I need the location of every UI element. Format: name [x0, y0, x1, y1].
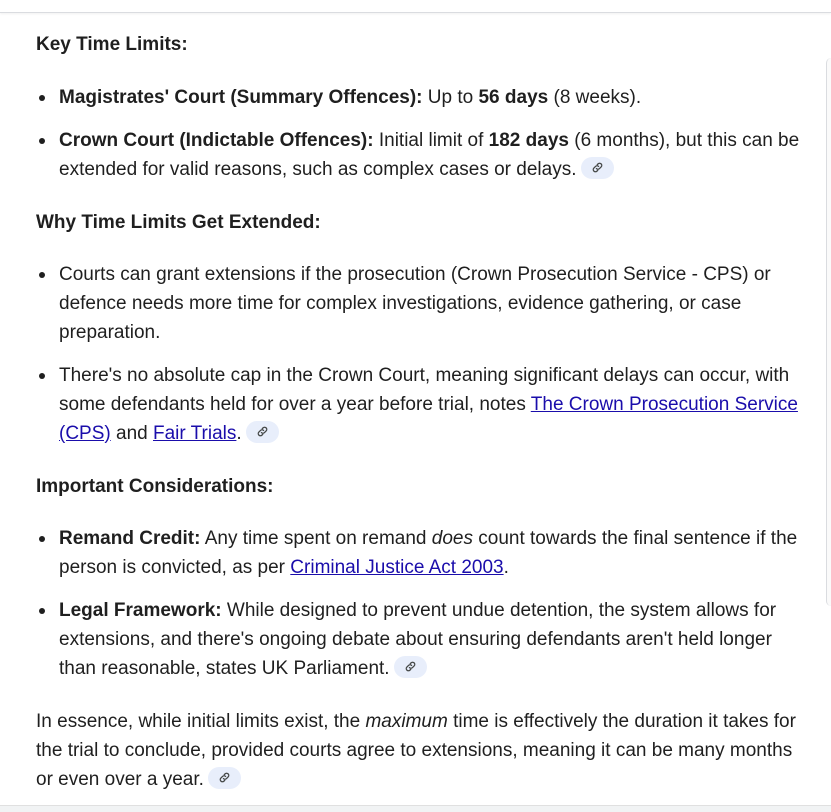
summary-emphasis: maximum — [365, 711, 448, 732]
top-divider — [0, 0, 831, 13]
item-text: (6 months), but this can be extended for valid reasons, such as complex cases or delays. — [59, 130, 800, 180]
list-item — [36, 126, 806, 184]
citation-chip[interactable] — [208, 767, 241, 789]
link-criminal-justice-act[interactable]: Criminal Justice Act 2003 — [290, 557, 504, 578]
summary-text: In essence, while initial limits exist, the — [36, 711, 366, 732]
heading-key-time-limits: Key Time Limits: — [36, 34, 188, 55]
item-text: Up to — [422, 87, 479, 108]
citation-chip[interactable] — [394, 656, 427, 678]
item-text: While designed to prevent undue detention, the system allows for extensions, and there's ongoing debate about ensuring defendants aren't held longer than reasonable, states UK Parliament. — [59, 600, 777, 679]
link-icon — [591, 161, 604, 174]
item-text: Courts can grant extensions if the prosecution (Crown Prosecution Service - CPS) or defence needs more time for complex investigations, evidence gathering, or case preparation. — [59, 264, 771, 343]
item-text: Any time spent on remand — [200, 528, 432, 549]
list-item — [36, 596, 806, 683]
item-text: There's no absolute cap in the Crown Court, meaning significant delays can occur, with some defendants held for over a year before trial, notes — [59, 365, 790, 415]
considerations-list — [36, 524, 806, 683]
item-text: count towards the final sentence if the person is convicted, as per — [59, 528, 798, 578]
link-icon — [218, 771, 231, 784]
heading-why-extended: Why Time Limits Get Extended: — [36, 212, 321, 233]
list-item — [36, 260, 806, 347]
list-item — [36, 524, 806, 582]
response-content — [36, 30, 806, 794]
heading-important-considerations: Important Considerations: — [36, 476, 274, 497]
link-fair-trials[interactable]: Fair Trials — [153, 423, 237, 444]
item-label: Remand Credit: — [59, 528, 201, 549]
citation-chip[interactable] — [581, 157, 614, 179]
summary-paragraph — [36, 707, 806, 794]
list-item — [36, 361, 806, 448]
citation-chip[interactable] — [246, 421, 279, 443]
item-text: . — [503, 557, 509, 578]
item-text: and — [110, 423, 153, 444]
item-text: . — [236, 423, 242, 444]
item-label: Legal Framework: — [59, 600, 222, 621]
side-panel-edge — [826, 58, 831, 606]
item-text: Initial limit of — [373, 130, 489, 151]
item-strong: 182 days — [488, 130, 569, 151]
item-strong: 56 days — [478, 87, 549, 108]
item-text: (8 weeks). — [548, 87, 642, 108]
extension-reasons-list — [36, 260, 806, 448]
item-label: Crown Court (Indictable Offences): — [59, 130, 374, 151]
item-label: Magistrates' Court (Summary Offences): — [59, 87, 423, 108]
link-cps[interactable]: The Crown Prosecution Service (CPS) — [59, 394, 798, 444]
link-icon — [256, 425, 269, 438]
list-item — [36, 83, 806, 112]
item-emphasis: does — [431, 528, 473, 549]
summary-text: time is effectively the duration it takes for the trial to conclude, provided courts agree to extensions, meaning it can be many months or even over a year. — [36, 711, 796, 790]
key-limits-list — [36, 83, 806, 184]
link-icon — [404, 660, 417, 673]
